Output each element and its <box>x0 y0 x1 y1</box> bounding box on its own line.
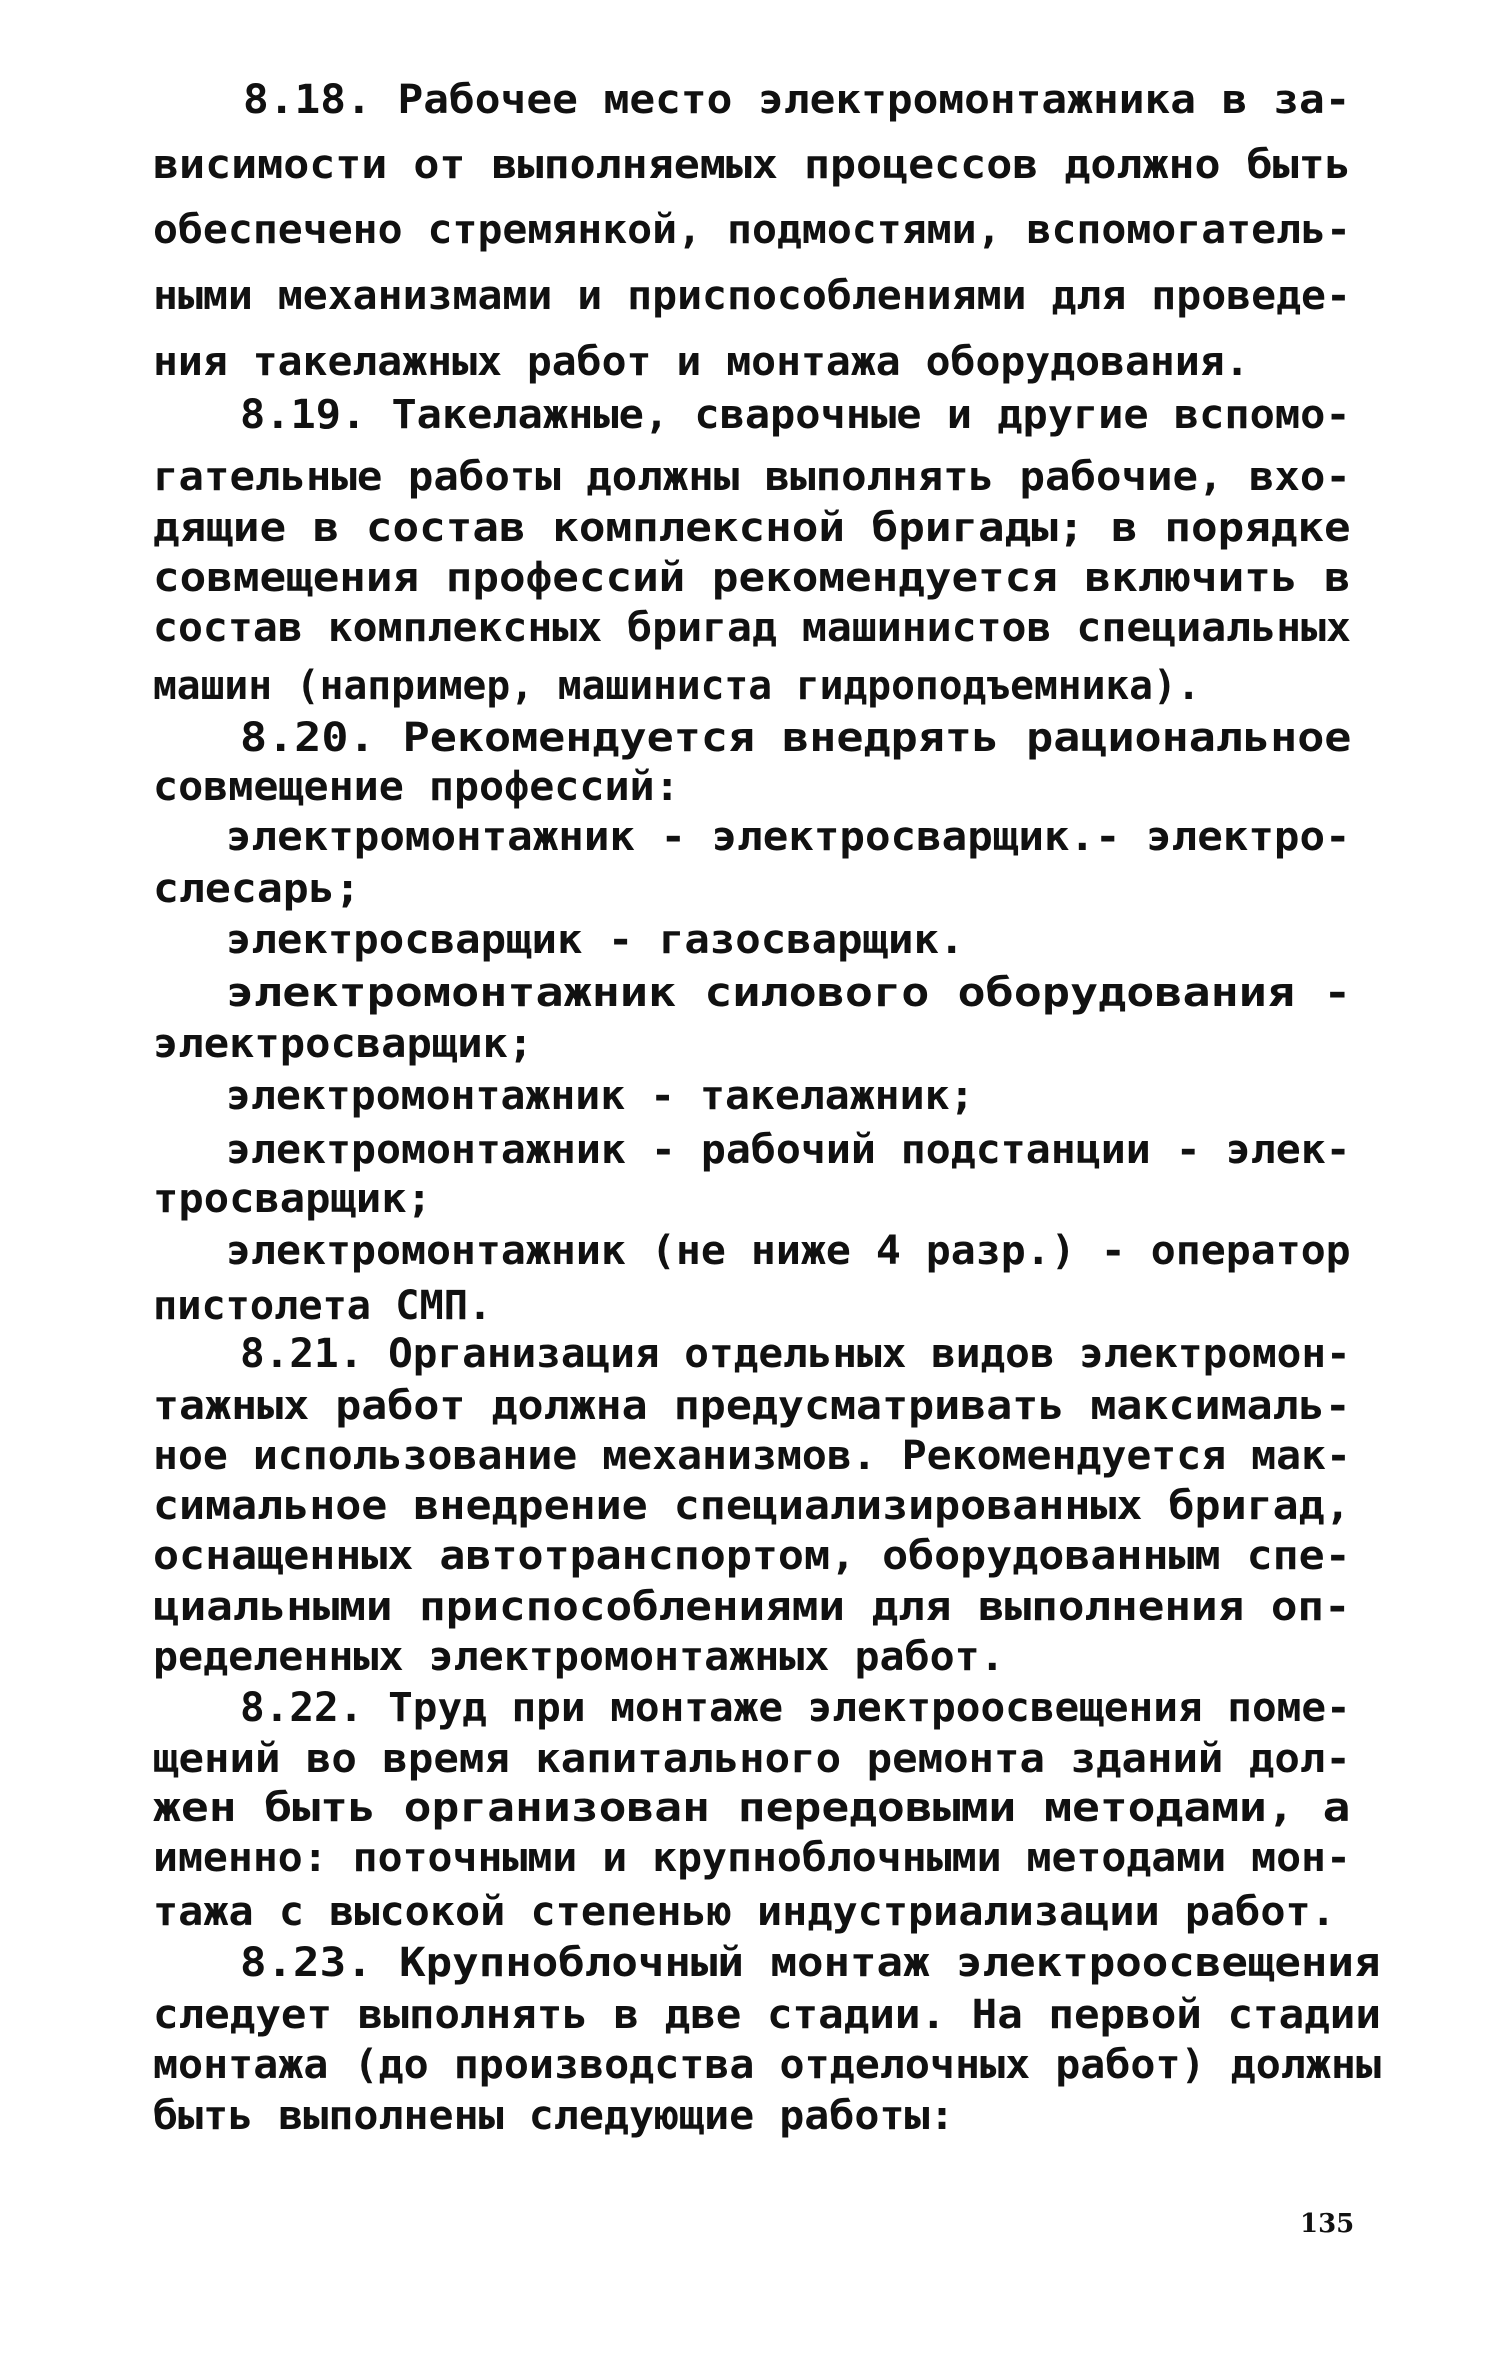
text-line: ния такелажных работ и монтажа оборудования. <box>153 339 1250 385</box>
text-line: дящие в состав комплексной бригады; в порядке <box>153 505 1351 551</box>
text-line: жен быть организован передовыми методами, а <box>153 1785 1351 1831</box>
text-line: монтажа (до производства отделочных работ) должны <box>153 2042 1382 2088</box>
text-line: обеспечено стремянкой, подмостями, вспомогатель- <box>153 207 1351 253</box>
text-line: висимости от выполняемых процессов должно быть <box>153 142 1351 188</box>
text-line: совмещение профессий: <box>153 764 680 810</box>
text-line: тажных работ должна предусматривать максималь- <box>153 1383 1351 1429</box>
text-line: тросварщик; <box>153 1176 432 1222</box>
text-line: ное использование механизмов. Рекомендуется мак- <box>153 1433 1351 1479</box>
text-line: 8.22. Труд при монтаже электроосвещения поме- <box>240 1685 1351 1731</box>
page-number: 135 <box>1300 2209 1355 2239</box>
text-line: электромонтажник - такелажник; <box>226 1073 975 1119</box>
text-line: 8.23. Крупноблочный монтаж электроосвещения <box>240 1940 1381 1986</box>
text-line: следует выполнять в две стадии. На первой стадии <box>153 1992 1381 2038</box>
text-line: симальное внедрение специализированных бригад, <box>153 1483 1351 1529</box>
text-line: пистолета СМП. <box>153 1283 493 1329</box>
text-line: циальными приспособлениями для выполнения оп- <box>153 1584 1351 1630</box>
text-line: именно: поточными и крупноблочными методами мон- <box>153 1835 1351 1881</box>
text-line: щений во время капитального ремонта зданий дол- <box>153 1736 1351 1782</box>
text-line: электромонтажник - рабочий подстанции - элек- <box>226 1127 1351 1173</box>
text-line: 8.18. Рабочее место электромонтажника в за- <box>243 77 1351 123</box>
text-line: машин (например, машиниста гидроподъемника). <box>153 663 1201 709</box>
text-line: тажа с высокой степенью индустриализации работ. <box>153 1889 1336 1935</box>
text-line: состав комплексных бригад машинистов специальных <box>153 605 1351 651</box>
text-line: ределенных электромонтажных работ. <box>153 1634 1005 1680</box>
text-line: электромонтажник (не ниже 4 разр.) - оператор <box>226 1228 1351 1274</box>
text-line: совмещения профессий рекомендуется включить в <box>153 555 1351 601</box>
text-line: оснащенных автотранспортом, оборудованным спе- <box>153 1533 1351 1579</box>
text-line: слесарь; <box>153 866 361 912</box>
text-line: электромонтажник - электросварщик.- электро- <box>226 814 1351 860</box>
text-line: электромонтажник силового оборудования - <box>226 970 1352 1016</box>
text-line: 8.20. Рекомендуется внедрять рациональное <box>240 715 1352 761</box>
text-line: быть выполнены следующие работы: <box>153 2093 955 2139</box>
text-line: 8.21. Организация отдельных видов электромон- <box>240 1331 1351 1377</box>
text-line: 8.19. Такелажные, сварочные и другие вспомо- <box>240 392 1351 438</box>
text-line: гательные работы должны выполнять рабочие, вхо- <box>153 454 1351 500</box>
text-line: электросварщик - газосварщик. <box>226 917 965 963</box>
text-line: электросварщик; <box>153 1021 534 1067</box>
text-line: ными механизмами и приспособлениями для проведе- <box>153 273 1351 319</box>
